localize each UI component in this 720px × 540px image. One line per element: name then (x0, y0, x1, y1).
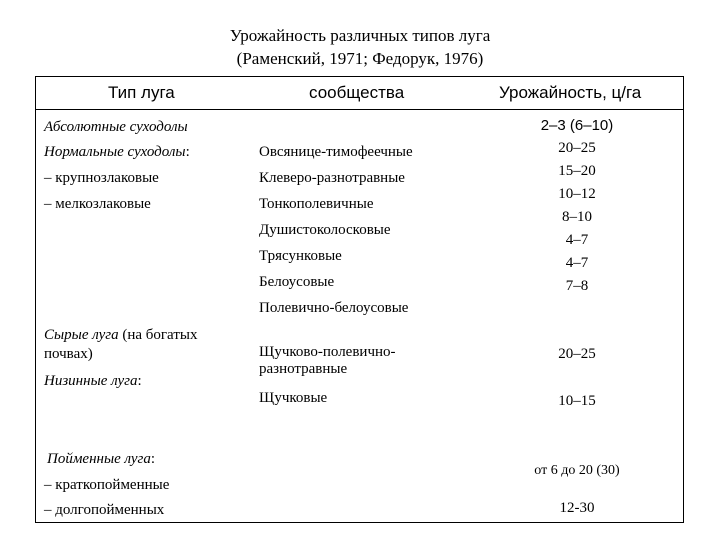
community-sweet-vernal: Душистоколосковые (259, 222, 391, 238)
yield-matgrass: 4–7 (565, 255, 589, 271)
community-bentgrass-matgrass: Полевично-белоусовые (259, 300, 409, 316)
header-meadow-type: Тип луга (108, 83, 175, 102)
table-title-line2: (Раменский, 1971; Федорук, 1976) (236, 49, 484, 68)
meadow-type-wet (44, 327, 197, 344)
meadow-subtype-long-flood: – долгопойменных (44, 502, 165, 518)
community-tufted-hairgrass: Щучковые (259, 390, 328, 406)
yield-long-flood: 12-30 (559, 500, 595, 516)
community-matgrass: Белоусовые (259, 274, 335, 290)
community-quaking-grass: Трясунковые (259, 248, 342, 264)
colon: : (150, 451, 156, 467)
yield-tufted-hairgrass: 10–15 (558, 393, 596, 409)
community-bentgrass: Тонкополевичные (259, 196, 374, 212)
colon: : (185, 144, 190, 160)
yield-sweet-vernal: 8–10 (562, 209, 592, 225)
meadow-subtype-small-grass: – мелкозлаковые (44, 196, 151, 212)
community-clover-forb: Клеверо-разнотравные (259, 170, 405, 186)
meadow-type-wet-note: (на богатых (118, 327, 198, 343)
community-tufted-hairgrass-forb: Щучково-полевично- (259, 344, 396, 360)
yield-floodplain: от 6 до 20 (30) (534, 463, 620, 478)
meadow-type-wet-title: Сырые луга (44, 327, 119, 343)
header-yield: Урожайность, ц/га (499, 83, 642, 102)
meadow-type-lowland (44, 373, 142, 390)
yield-tufted-hairgrass-forb: 20–25 (558, 346, 596, 362)
meadow-subtype-large-grass: – крупнозлаковые (44, 170, 159, 186)
community-fescue-timothy: Овсянице-тимофеечные (259, 144, 413, 160)
meadow-subtype-short-flood: – краткопойменные (44, 477, 170, 493)
meadow-type-normal-dry-title: Нормальные суходолы (44, 144, 186, 160)
header-divider (35, 109, 684, 110)
yield-bentgrass-matgrass: 7–8 (565, 278, 589, 294)
meadow-type-wet-line2: почвах) (44, 346, 93, 362)
yield-fescue-timothy: 20–25 (558, 140, 596, 156)
meadow-type-lowland-title: Низинные луга (44, 373, 138, 389)
yield-clover-forb: 15–20 (558, 163, 596, 179)
table-title-line1: Урожайность различных типов луга (229, 26, 491, 45)
meadow-type-normal-dry (44, 144, 190, 161)
meadow-type-absolute-dry: Абсолютные суходолы (44, 119, 188, 135)
yield-bentgrass: 10–12 (558, 186, 596, 202)
header-communities: сообщества (309, 83, 405, 102)
meadow-type-floodplain (47, 451, 155, 468)
colon: : (137, 373, 142, 389)
meadow-type-floodplain-title: Пойменные луга (47, 451, 151, 467)
yield-quaking-grass: 4–7 (565, 232, 589, 248)
community-tufted-hairgrass-forb-line2: разнотравные (259, 361, 348, 377)
yield-absolute-dry: 2–3 (6–10) (540, 117, 614, 134)
